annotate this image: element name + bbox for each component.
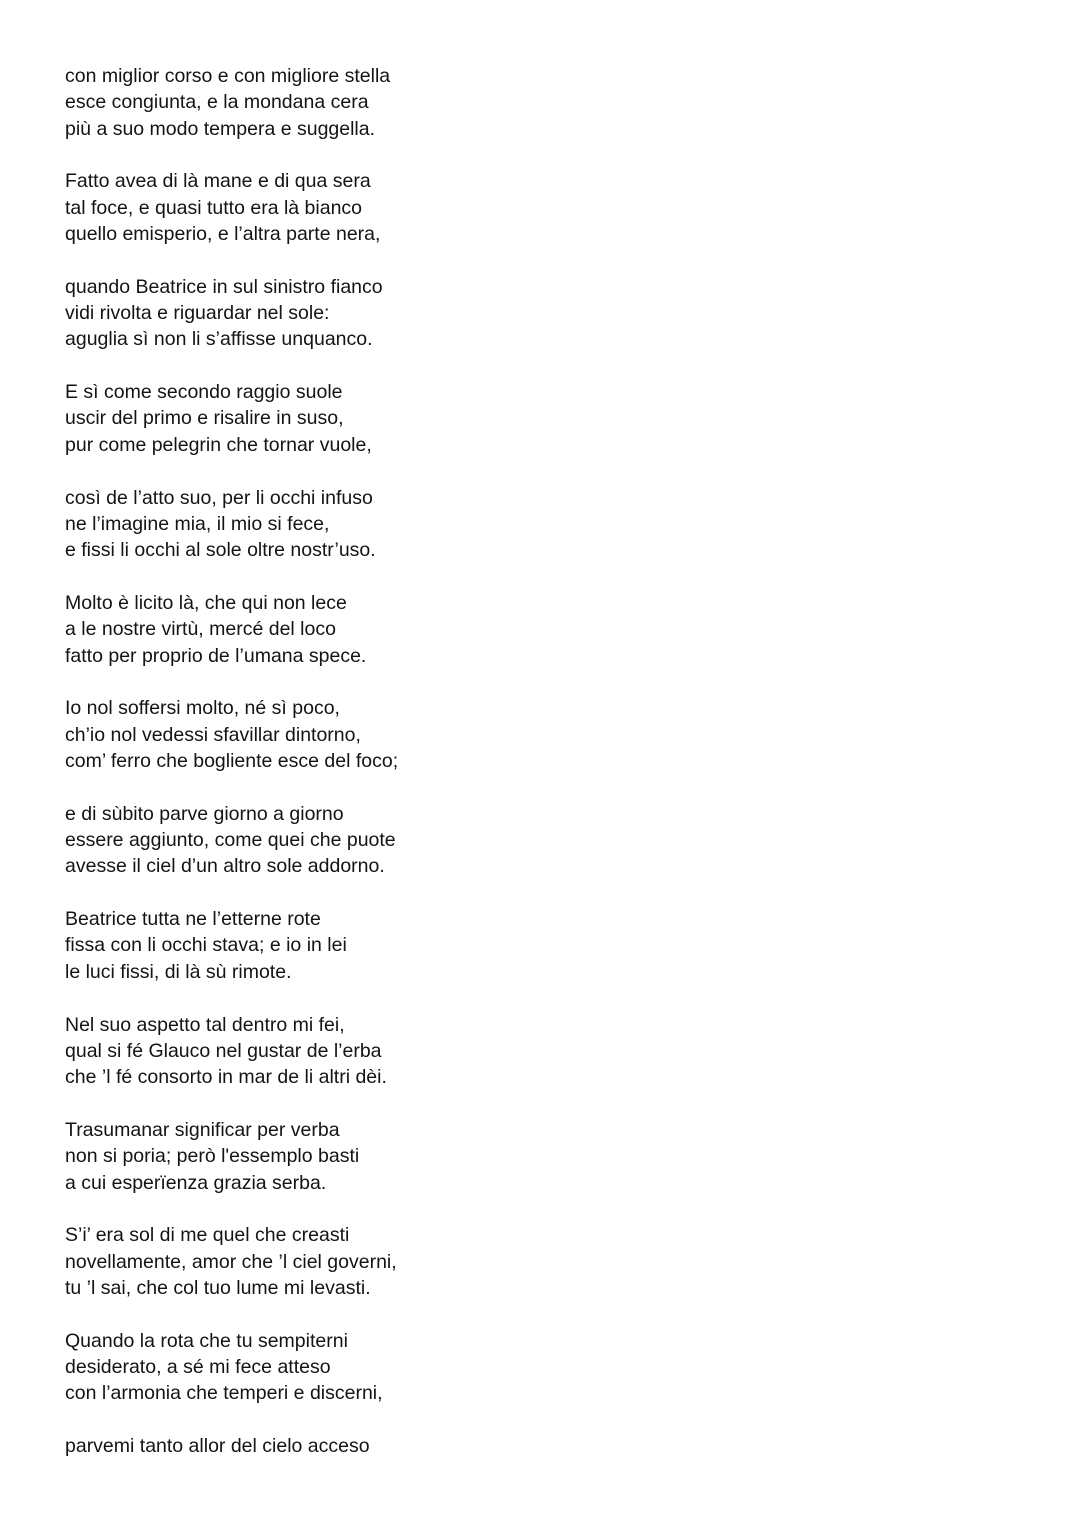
stanza-2 bbox=[65, 168, 1025, 247]
verse-line: fatto per proprio de l’umana spece. bbox=[65, 644, 367, 667]
verse-line: Beatrice tutta ne l’etterne rote bbox=[65, 908, 321, 931]
verse-line: a le nostre virtù, mercé del loco bbox=[65, 618, 336, 641]
verse-line: tu ’l sai, che col tuo lume mi levasti. bbox=[65, 1276, 371, 1299]
poem-text bbox=[65, 63, 1025, 1486]
verse-line: con miglior corso e con migliore stella bbox=[65, 65, 391, 87]
verse-line: parvemi tanto allor del cielo acceso bbox=[65, 1435, 370, 1458]
verse-line: novellamente, amor che ’l ciel governi, bbox=[65, 1250, 397, 1273]
stanza-1 bbox=[65, 63, 1025, 142]
verse-line: ch’io nol vedessi sfavillar dintorno, bbox=[65, 723, 361, 746]
stanza-8 bbox=[65, 801, 1025, 880]
stanza-11 bbox=[65, 1117, 1025, 1196]
verse-line: vidi rivolta e riguardar nel sole: bbox=[65, 302, 330, 325]
verse-line: qual si fé Glauco nel gustar de l’erba bbox=[65, 1039, 382, 1062]
verse-line: non si poria; però l'essemplo basti bbox=[65, 1145, 360, 1168]
stanza-9 bbox=[65, 906, 1025, 985]
verse-line: esce congiunta, e la mondana cera bbox=[65, 91, 369, 114]
stanza-4 bbox=[65, 379, 1025, 458]
verse-line: essere aggiunto, come quei che puote bbox=[65, 829, 396, 852]
verse-line: pur come pelegrin che tornar vuole, bbox=[65, 433, 372, 456]
verse-line: e di sùbito parve giorno a giorno bbox=[65, 802, 344, 825]
verse-line: ne l’imagine mia, il mio si fece, bbox=[65, 512, 330, 535]
stanza-3 bbox=[65, 274, 1025, 353]
verse-line: Trasumanar significar per verba bbox=[65, 1118, 340, 1141]
verse-line: Quando la rota che tu sempiterni bbox=[65, 1329, 348, 1352]
verse-line: e fissi li occhi al sole oltre nostr’uso. bbox=[65, 539, 376, 562]
stanza-7 bbox=[65, 695, 1025, 774]
verse-line: così de l’atto suo, per li occhi infuso bbox=[65, 486, 373, 509]
verse-line: quando Beatrice in sul sinistro fianco bbox=[65, 275, 383, 298]
verse-line: fissa con li occhi stava; e io in lei bbox=[65, 934, 347, 957]
verse-line: tal foce, e quasi tutto era là bianco bbox=[65, 196, 363, 219]
verse-line: E sì come secondo raggio suole bbox=[65, 381, 343, 404]
verse-line: uscir del primo e risalire in suso, bbox=[65, 407, 344, 430]
verse-line: S’i’ era sol di me quel che creasti bbox=[65, 1224, 350, 1247]
verse-line: Fatto avea di là mane e di qua sera bbox=[65, 170, 371, 193]
stanza-14 bbox=[65, 1433, 1025, 1459]
verse-line: aguglia sì non li s’affisse unquanco. bbox=[65, 328, 373, 351]
verse-line: più a suo modo tempera e suggella. bbox=[65, 117, 376, 140]
verse-line: desiderato, a sé mi fece atteso bbox=[65, 1355, 331, 1378]
verse-line: a cui esperïenza grazia serba. bbox=[65, 1171, 327, 1194]
stanza-6 bbox=[65, 590, 1025, 669]
verse-line: quello emisperio, e l’altra parte nera, bbox=[65, 222, 381, 245]
verse-line: Io nol soffersi molto, né sì poco, bbox=[65, 697, 340, 720]
verse-line: con l’armonia che temperi e discerni, bbox=[65, 1382, 383, 1405]
stanza-12 bbox=[65, 1222, 1025, 1301]
verse-line: Molto è licito là, che qui non lece bbox=[65, 591, 347, 614]
verse-line: le luci fissi, di là sù rimote. bbox=[65, 960, 292, 983]
verse-line: com’ ferro che bogliente esce del foco; bbox=[65, 749, 399, 772]
verse-line: avesse il ciel d’un altro sole addorno. bbox=[65, 855, 385, 878]
verse-line: che ’l fé consorto in mar de li altri dèi. bbox=[65, 1066, 387, 1089]
stanza-5 bbox=[65, 485, 1025, 564]
verse-line: Nel suo aspetto tal dentro mi fei, bbox=[65, 1013, 345, 1036]
stanza-13 bbox=[65, 1328, 1025, 1407]
stanza-10 bbox=[65, 1012, 1025, 1091]
